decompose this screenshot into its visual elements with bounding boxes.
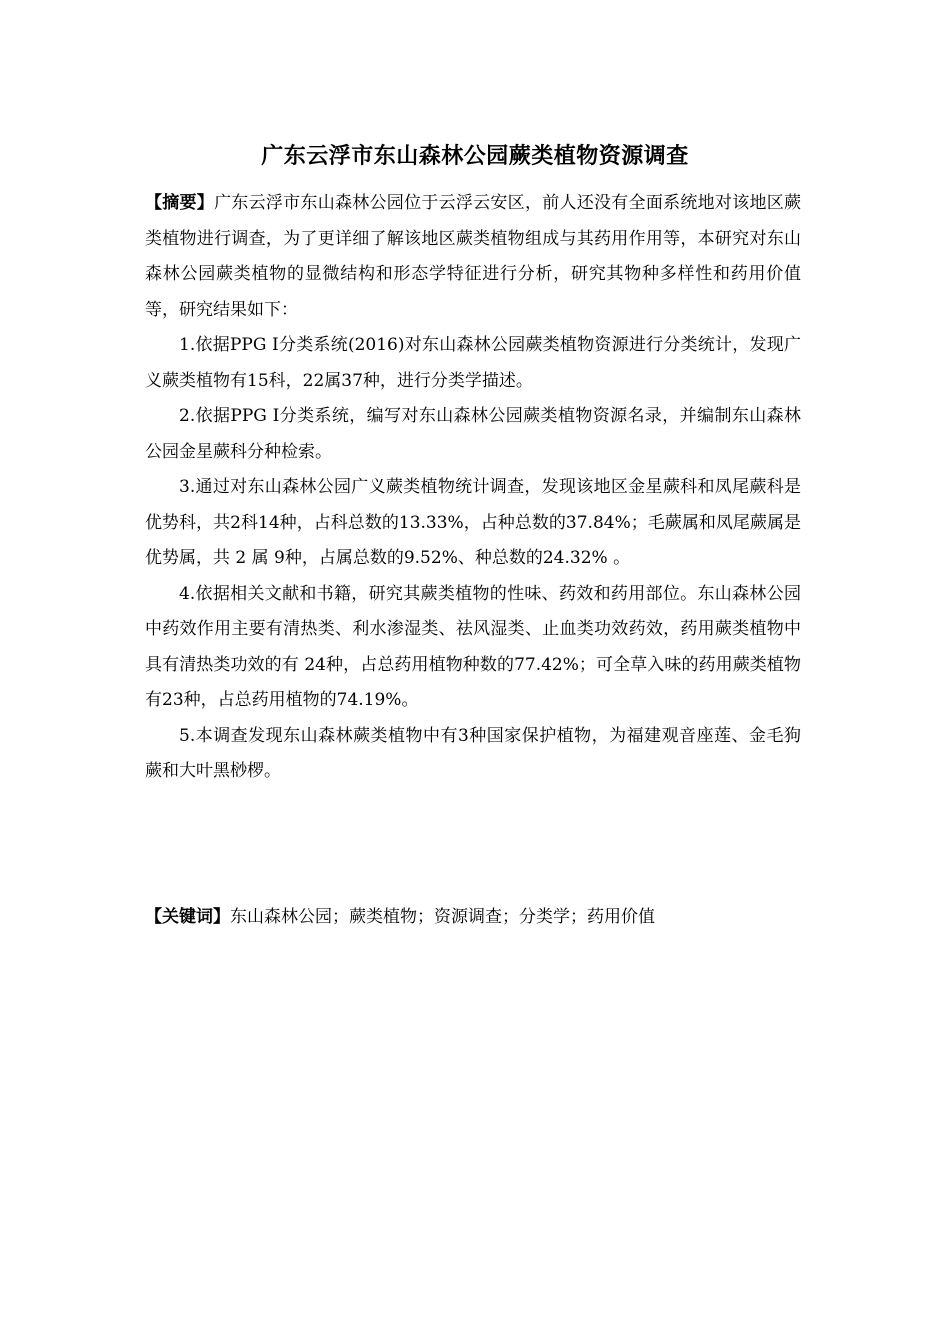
abstract-label: 【摘要】	[145, 193, 215, 213]
finding-item: 2.依据PPG Ⅰ分类系统，编写对东山森林公园蕨类植物资源名录，并编制东山森林公园金星蕨科分种检索。	[145, 406, 801, 462]
finding-item: 4.依据相关文献和书籍，研究其蕨类植物的性味、药效和药用部位。东山森林公园中药效作用主要有清热类、利水渗湿类、祛风湿类、止血类功效药效，药用蕨类植物中具有清热类功效的有 24种，占总药用植物种数的77.42%；可全草入味的药用蕨类植物有23种，占总药用植物的74.19%。	[145, 583, 801, 710]
document-title: 广东云浮市东山森林公园蕨类植物资源调查	[261, 143, 689, 169]
abstract-intro-text: 广东云浮市东山森林公园位于云浮云安区，前人还没有全面系统地对该地区蕨类植物进行调查，为了更详细了解该地区蕨类植物组成与其药用作用等，本研究对东山森林公园蕨类植物的显微结构和形态学特征进行分析，研究其物种多样性和药用价值等，研究结果如下：	[145, 193, 802, 320]
keywords-label: 【关键词】	[145, 907, 230, 927]
abstract-intro-paragraph	[145, 186, 801, 328]
abstract-section	[145, 186, 801, 790]
keywords-text: 东山森林公园；蕨类植物；资源调查；分类学；药用价值	[230, 907, 655, 927]
finding-item: 1.依据PPG Ⅰ分类系统(2016)对东山森林公园蕨类植物资源进行分类统计，发现广义蕨类植物有15科，22属37种，进行分类学描述。	[145, 335, 801, 391]
finding-item: 3.通过对东山森林公园广义蕨类植物统计调查，发现该地区金星蕨科和凤尾蕨科是优势科，共2科14种，占科总数的13.33%，占种总数的37.84%；毛蕨属和凤尾蕨属是优势属，共 2 属 9种，占属总数的9.52%、种总数的24.32% 。	[145, 477, 801, 568]
keywords-section	[145, 900, 801, 935]
finding-item: 5.本调查发现东山森林蕨类植物中有3种国家保护植物，为福建观音座莲、金毛狗蕨和大叶黑桫椤。	[145, 725, 801, 781]
